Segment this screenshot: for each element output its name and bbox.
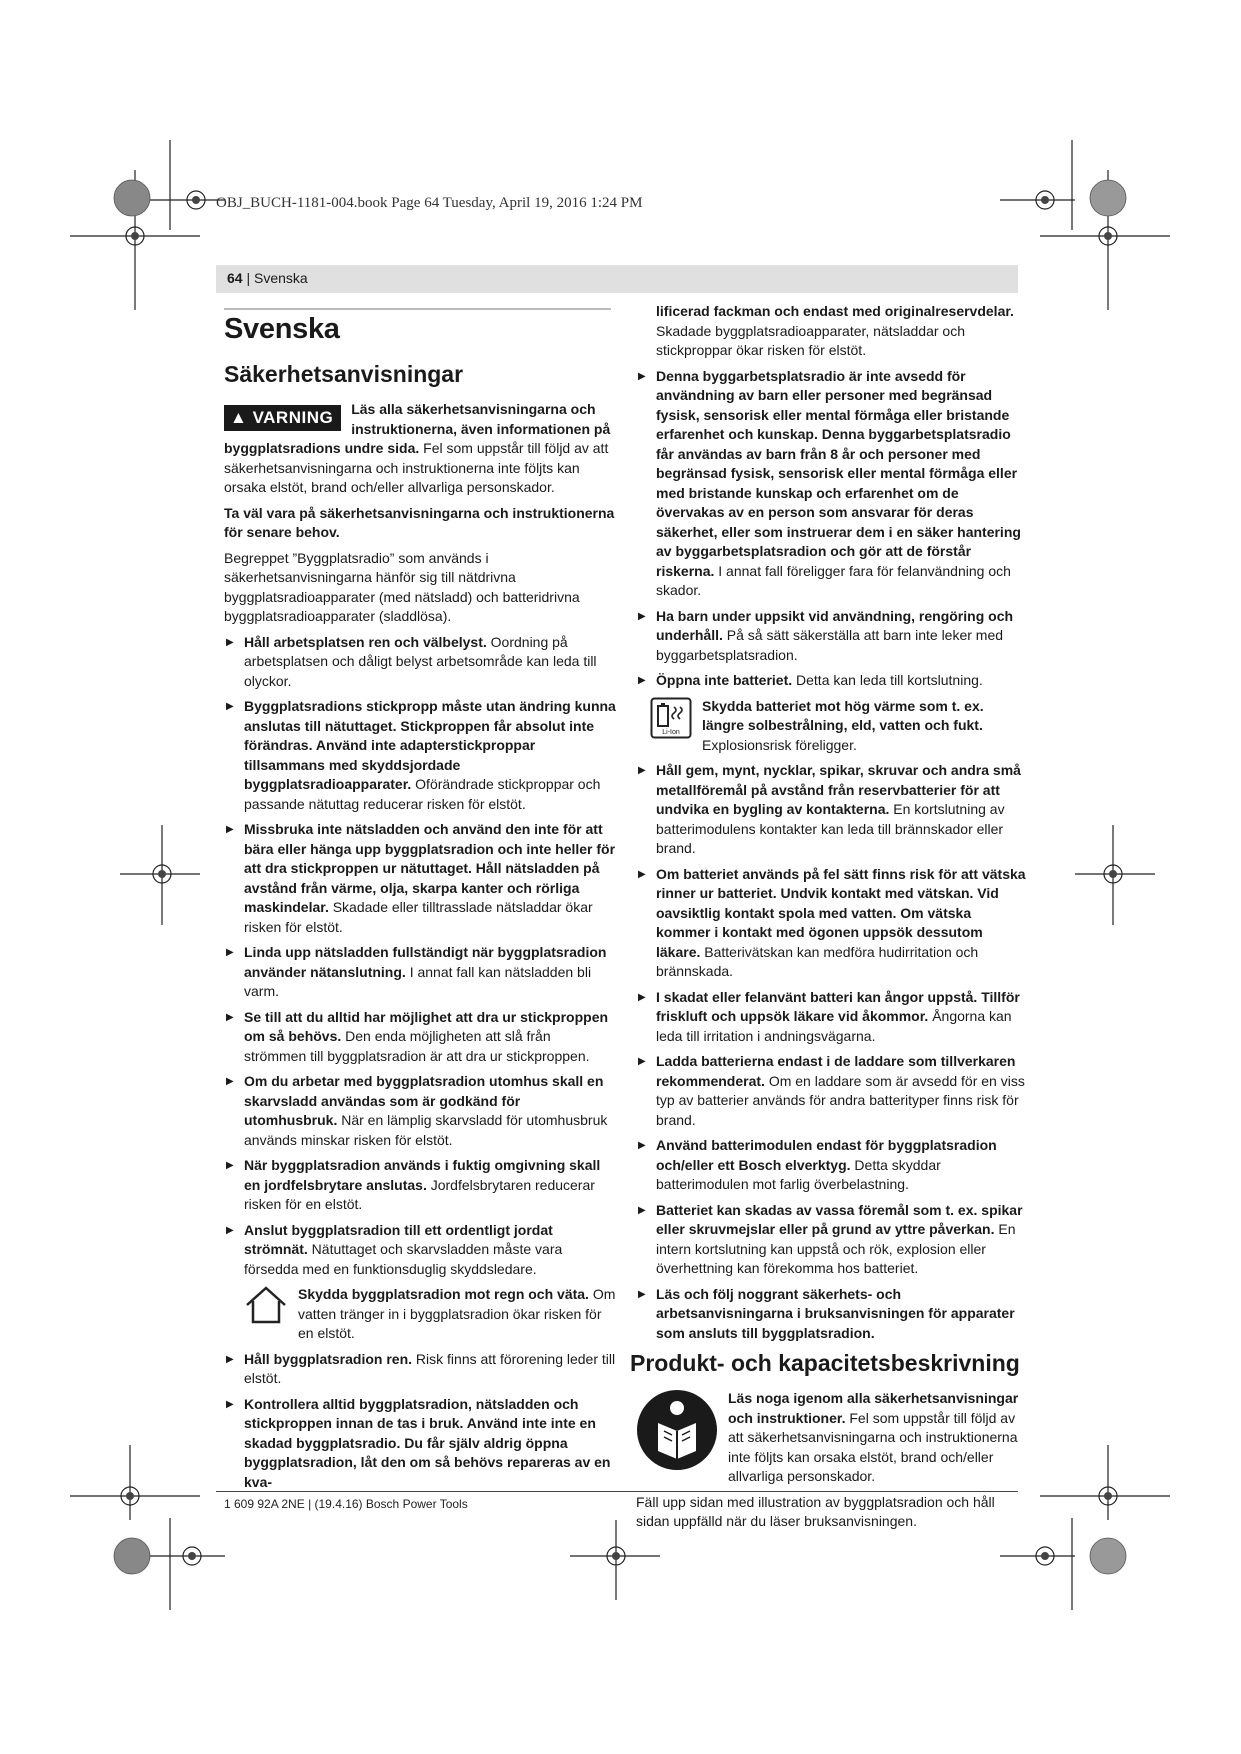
list-item: ▶ Håll arbetsplatsen ren och välbelyst. Oordning på arbetsplatsen och dåligt belyst arbetsområde kan leda till olyckor. (224, 633, 616, 692)
continued-bold: lificerad fackman och endast med originalreservdelar. (656, 303, 1014, 319)
heat-bold: Skydda batteriet mot hög värme som t. ex. längre solbestrålning, eld, vatten och fukt. (702, 697, 984, 733)
house-rain-icon (244, 1285, 288, 1325)
heat-text: Explosionsrisk föreligger. (702, 736, 857, 753)
read-bold: Läs noga igenom alla säkerhetsanvisningar och instruktioner. (728, 1390, 1019, 1426)
book-file-header: OBJ_BUCH-1181-004.book Page 64 Tuesday, April 19, 2016 1:24 PM (216, 195, 643, 211)
rain-bold: Skydda byggplatsradion mot regn och väta. (298, 1286, 589, 1302)
warning-paragraph (224, 400, 616, 498)
section-heading-safety: Säkerhetsanvisningar (224, 361, 464, 387)
read-text: Fel som uppstår till följd av att säkerhetsanvisningarna och instruktionerna inte följts kan orsaka elstöt, brand och/eller allvarliga personskador. (728, 1409, 1018, 1484)
fold-out-text: Fäll upp sidan med illustration av byggplatsradion och håll sidan uppfälld när du läser bruksanvisningen. (636, 1493, 995, 1529)
list-item: ▶ Missbruka inte nätsladden och använd den inte för att bära eller hänga upp byggplatsradion och inte heller för att dra stickproppen ur nätuttaget. Håll nätsladden på avstånd från värme, olja, skarpa kanter och rörliga maskindelar. Skadade eller tilltrasslade nätsladdar ökar risken för elstöt. (224, 820, 616, 937)
head-separator: | (242, 270, 254, 286)
continued-text: Skadade byggplatsradioapparater, nätsladdar och stickproppar ökar risken för elstöt. (656, 322, 965, 358)
list-item: ▶ Batteriet kan skadas av vassa föremål som t. ex. spikar eller skruvmejslar eller på grund av yttre påverkan. En intern kortslutning kan uppstå och rök, explosion eller överhettning kan förekomma hos batteriet. (636, 1201, 1028, 1279)
page-title: Svenska (224, 313, 340, 345)
list-item: ▶ Om batteriet används på fel sätt finns risk för att vätska rinner ur batteriet. Undvik kontakt med vätskan. Vid oavsiktlig kontakt spola med vatten. Om vätska kommer i kontakt med ögonen uppsök dessutom läkare. Batterivätskan kan medföra hudirritation och brännskada. (636, 865, 1028, 982)
list-item: ▶ Kontrollera alltid byggplatsradion, nätsladden och stickproppen innan de tas i bruk. Använd inte inte en skadad byggplatsradio. Du får själv aldrig öppna byggplatsradion, låt den om så behövs repareras av en kva- (224, 1395, 616, 1493)
section-heading-product: Produkt- och kapacitetsbeskrivning (630, 1350, 1020, 1376)
head-section: Svenska (254, 270, 308, 286)
page-number: 64 (227, 270, 243, 286)
li-ion-label: Li-Ion (662, 728, 680, 736)
running-head (216, 265, 1018, 293)
list-item: ▶ I skadat eller felanvänt batteri kan ångor uppstå. Tillför friskluft och uppsök läkare vid åkommor. Ångorna kan leda till irritation i andningsvägarna. (636, 988, 1028, 1047)
rain-warning (224, 1285, 616, 1344)
list-item: ▶ Använd batterimodulen endast för byggplatsradion och/eller ett Bosch elverktyg. Detta skyddar batterimodulen mot farlig överbelastning. (636, 1136, 1028, 1195)
list-item: ▶ Ha barn under uppsikt vid användning, rengöring och underhåll. På så sätt säkerställa att barn inte leker med byggarbetsplatsradion. (636, 607, 1028, 666)
list-item: ▶ Håll byggplatsradion ren. Risk finns att förorening leder till elstöt. (224, 1350, 616, 1389)
list-item: ▶ Om du arbetar med byggplatsradion utomhus skall en skarvsladd användas som är godkänd för utomhusbruk. När en lämplig skarvsladd för utomhusbruk används minskar risken för elstöt. (224, 1072, 616, 1150)
read-manual-notice (636, 1389, 1028, 1487)
list-item: ▶ Byggplatsradions stickpropp måste utan ändring kunna anslutas till nätuttaget. Stickproppen får absolut inte förändras. Använd inte adapterstickproppar tillsammans med skyddsjordade byggplatsradioapparater. Oförändrade stickproppar och passande nätuttag reducerar risken för elstöt. (224, 697, 616, 814)
warning-bold: Läs alla säkerhetsanvisningarna och instruktionerna, även informationen på byggplatsradions undre sida. (224, 401, 611, 456)
list-item: ▶ Håll gem, mynt, nycklar, spikar, skruvar och andra små metallföremål på avstånd från reservbatterier för att undvika en bygling av kontakterna. En kortslutning av batterimodulens kontakter kan leda till brännskador eller brand. (636, 761, 1028, 859)
list-item: ▶ Linda upp nätsladden fullständigt när byggplatsradion använder nätanslutning. I annat fall kan nätsladden bli varm. (224, 943, 616, 1002)
list-item: ▶ Läs och följ noggrant säkerhets- och arbetsanvisningarna i bruksanvisningen för apparater som ansluts till byggplatsradion. (636, 1285, 1028, 1344)
battery-heat-icon (650, 697, 692, 739)
list-item: ▶ Ladda batterierna endast i de laddare som tillverkaren rekommenderat. Om en laddare som är avsedd för en viss typ av batterier används för andra batterityper finns risk för brand. (636, 1052, 1028, 1130)
footer-rule (216, 1491, 1018, 1492)
read-manual-icon (636, 1389, 718, 1471)
right-column (630, 302, 1028, 1538)
left-column (224, 306, 616, 1498)
list-item: ▶ När byggplatsradion används i fuktig omgivning skall en jordfelsbrytare anslutas. Jordfelsbrytaren reducerar risken för en elstöt. (224, 1156, 616, 1215)
list-item: ▶ Öppna inte batteriet. Detta kan leda till kortslutning. (636, 671, 1028, 691)
list-item: ▶ Se till att du alltid har möjlighet att dra ur stickproppen om så behövs. Den enda möjligheten att slå från strömmen till byggplatsradion är att dra ur stickproppen. (224, 1008, 616, 1067)
rain-text: Om vatten tränger in i byggplatsradion ökar risken för en elstöt. (298, 1286, 616, 1341)
footer: 1 609 92A 2NE | (19.4.16) Bosch Power Tools (224, 1497, 468, 1511)
list-item: ▶ Anslut byggplatsradion till ett ordentligt jordat strömnät. Nätuttaget och skarvsladden måste vara försedda med en funktionsduglig skyddsledare. (224, 1221, 616, 1280)
heat-warning (636, 697, 1028, 756)
warning-label: VARNING (252, 408, 334, 427)
keep-instructions: Ta väl vara på säkerhetsanvisningarna och instruktionerna för senare behov. (224, 504, 615, 540)
warning-text: Fel som uppstår till följd av att säkerhetsanvisningarna och instruktionerna inte följts kan orsaka elstöt, brand och/eller allvarliga personskador. (224, 440, 609, 495)
list-item: ▶ Denna byggarbetsplatsradio är inte avsedd för användning av barn eller personer med begränsad fysisk, sensorisk eller mental förmåga eller bristande erfarenhet och kunskap. Denna byggarbetsplatsradio får användas av barn från 8 år och personer med begränsad fysisk, sensorisk eller mental förmåga eller med bristande kunskap och erfarenhet om de övervakas av en person som ansvarar för deras säkerhet, eller som instruerar dem i en säker hantering av byggarbetsplatsradion och gör att de förstår riskerna. I annat fall föreligger fara för felanvändning och skador. (636, 367, 1028, 601)
warning-badge: ▲ VARNING (224, 405, 341, 431)
definition-text: Begreppet ”Byggplatsradio” som används i säkerhetsanvisningarna hänför sig till nätdrivna byggplatsradioapparater (med nätsladd) och batteridrivna byggplatsradioapparater (sladdlösa). (224, 549, 580, 624)
